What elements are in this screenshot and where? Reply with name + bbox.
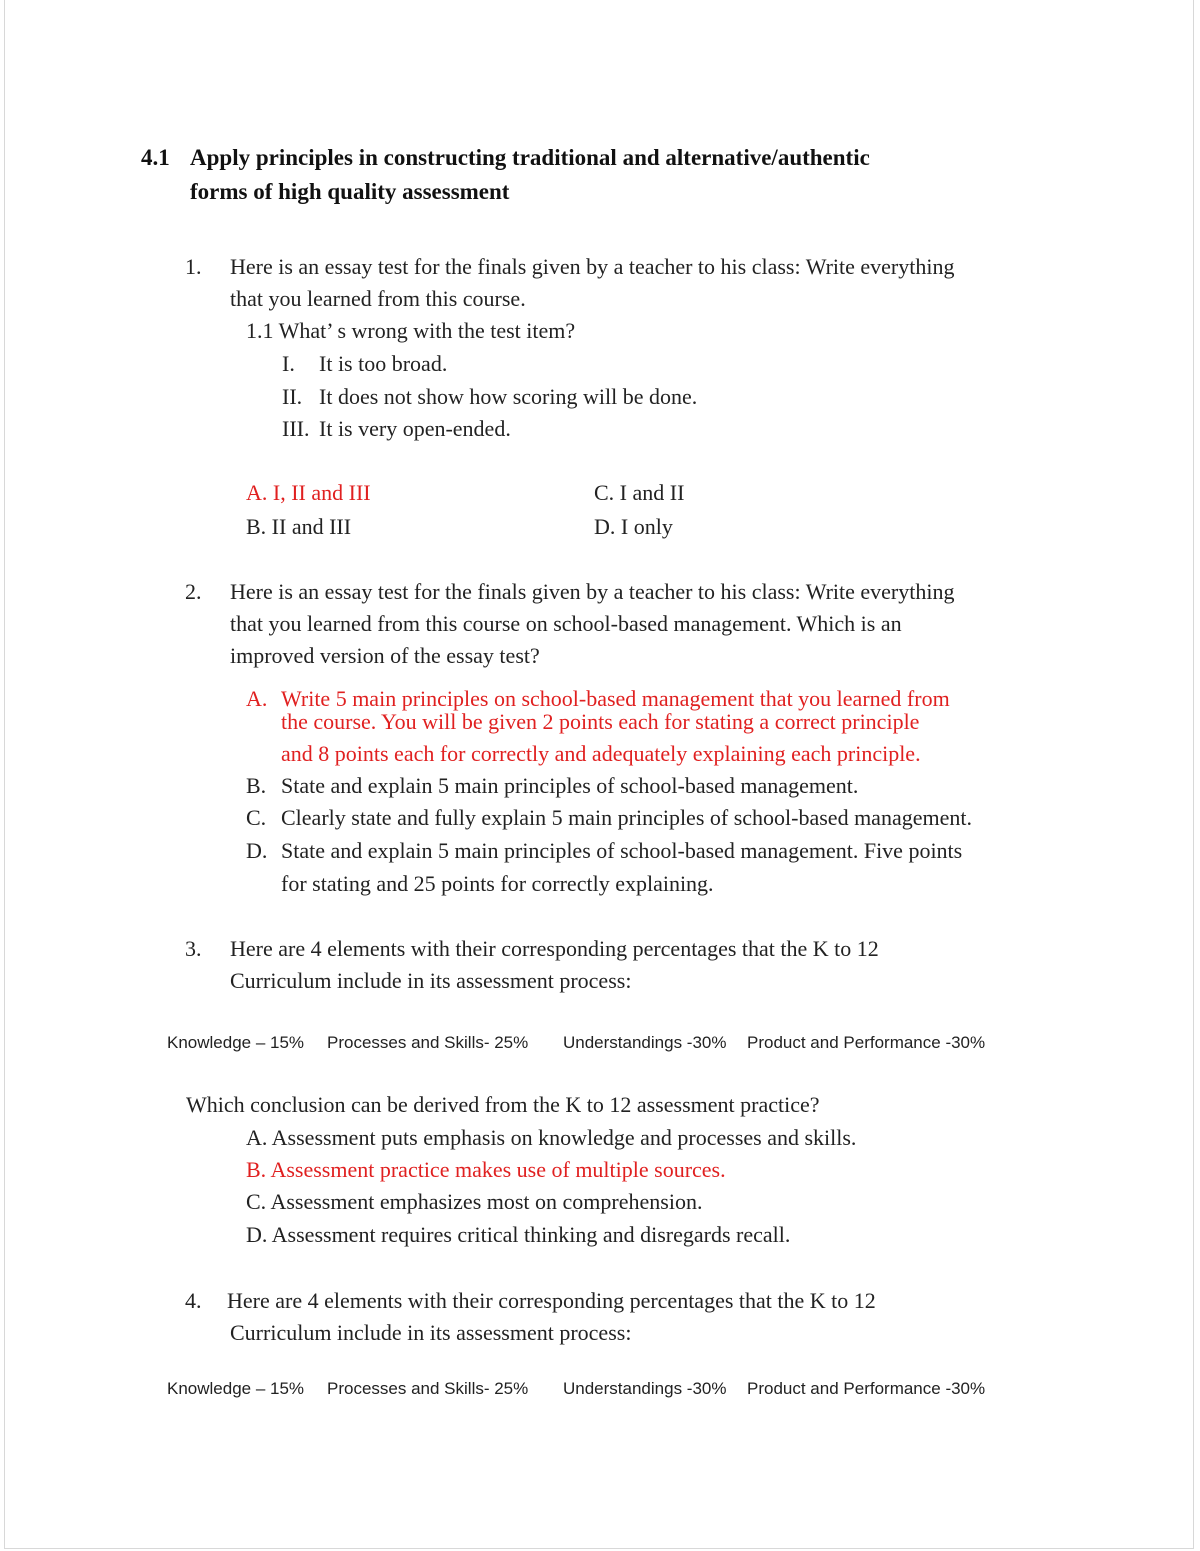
q2-option-b: State and explain 5 main principles of school-based management. bbox=[281, 773, 859, 798]
q1-option-d: D. I only bbox=[594, 514, 673, 539]
q4-element-knowledge: Knowledge – 15% bbox=[167, 1379, 305, 1398]
q1-number: 1. bbox=[185, 254, 202, 279]
q4-element-product: Product and Performance -30% bbox=[747, 1379, 986, 1398]
q3-element-product: Product and Performance -30% bbox=[747, 1033, 986, 1052]
q2-option-a-line3: and 8 points each for correctly and adequately explaining each principle. bbox=[281, 741, 921, 766]
q1-subquestion: 1.1 What’ s wrong with the test item? bbox=[246, 318, 576, 343]
q1-option-a-answer: A. I, II and III bbox=[246, 480, 371, 505]
q3-element-understandings: Understandings -30% bbox=[563, 1033, 727, 1052]
q1-option-c: C. I and II bbox=[594, 480, 685, 505]
q2-option-a-line1: Write 5 main principles on school-based management that you learned from bbox=[281, 686, 950, 711]
q3-stem-line1: Here are 4 elements with their corresponding percentages that the K to 12 bbox=[230, 936, 879, 961]
q3-question: Which conclusion can be derived from the K to 12 assessment practice? bbox=[186, 1092, 820, 1117]
q2-option-d-line2: for stating and 25 points for correctly explaining. bbox=[281, 871, 714, 896]
section-number: 4.1 bbox=[141, 145, 170, 170]
q1-statement-1: It is too broad. bbox=[319, 351, 448, 376]
q3-stem-line2: Curriculum include in its assessment process: bbox=[230, 968, 632, 993]
q1-statement-2-number: II. bbox=[282, 384, 303, 409]
q4-element-understandings: Understandings -30% bbox=[563, 1379, 727, 1398]
q2-option-d-letter: D. bbox=[246, 838, 268, 863]
q2-option-d-line1: State and explain 5 main principles of school-based management. Five points bbox=[281, 838, 963, 863]
q1-stem-line2: that you learned from this course. bbox=[230, 286, 526, 311]
q3-element-processes: Processes and Skills- 25% bbox=[327, 1033, 529, 1052]
q4-element-processes: Processes and Skills- 25% bbox=[327, 1379, 529, 1398]
q4-stem-line2: Curriculum include in its assessment process: bbox=[230, 1320, 632, 1345]
q3-option-d: D. Assessment requires critical thinking and disregards recall. bbox=[246, 1222, 791, 1247]
q3-option-c: C. Assessment emphasizes most on comprehension. bbox=[246, 1189, 703, 1214]
q1-stem-line1: Here is an essay test for the finals given by a teacher to his class: Write everything bbox=[230, 254, 955, 279]
q3-option-a: A. Assessment puts emphasis on knowledge and processes and skills. bbox=[246, 1125, 857, 1150]
q2-number: 2. bbox=[185, 579, 202, 604]
q4-stem-line1: Here are 4 elements with their corresponding percentages that the K to 12 bbox=[227, 1288, 876, 1313]
q2-option-a-line2: the course. You will be given 2 points each for stating a correct principle bbox=[281, 709, 920, 734]
q3-option-b-answer: B. Assessment practice makes use of multiple sources. bbox=[246, 1157, 726, 1182]
section-title-line2: forms of high quality assessment bbox=[190, 179, 510, 204]
q2-stem-line3: improved version of the essay test? bbox=[230, 643, 540, 668]
q2-option-b-letter: B. bbox=[246, 773, 267, 798]
q2-option-c: Clearly state and fully explain 5 main principles of school-based management. bbox=[281, 805, 972, 830]
q1-statement-3-number: III. bbox=[282, 416, 310, 441]
q1-statement-3: It is very open-ended. bbox=[319, 416, 511, 441]
q1-statement-2: It does not show how scoring will be done. bbox=[319, 384, 698, 409]
q1-statement-1-number: I. bbox=[282, 351, 295, 376]
q2-option-c-letter: C. bbox=[246, 805, 267, 830]
q4-number: 4. bbox=[185, 1288, 202, 1313]
q2-option-a-letter: A. bbox=[246, 686, 268, 711]
q2-stem-line2: that you learned from this course on school-based management. Which is an bbox=[230, 611, 902, 636]
q3-element-knowledge: Knowledge – 15% bbox=[167, 1033, 305, 1052]
q2-stem-line1: Here is an essay test for the finals given by a teacher to his class: Write everything bbox=[230, 579, 955, 604]
q1-option-b: B. II and III bbox=[246, 514, 352, 539]
q3-number: 3. bbox=[185, 936, 202, 961]
section-title-line1: Apply principles in constructing traditional and alternative/authentic bbox=[190, 145, 870, 170]
